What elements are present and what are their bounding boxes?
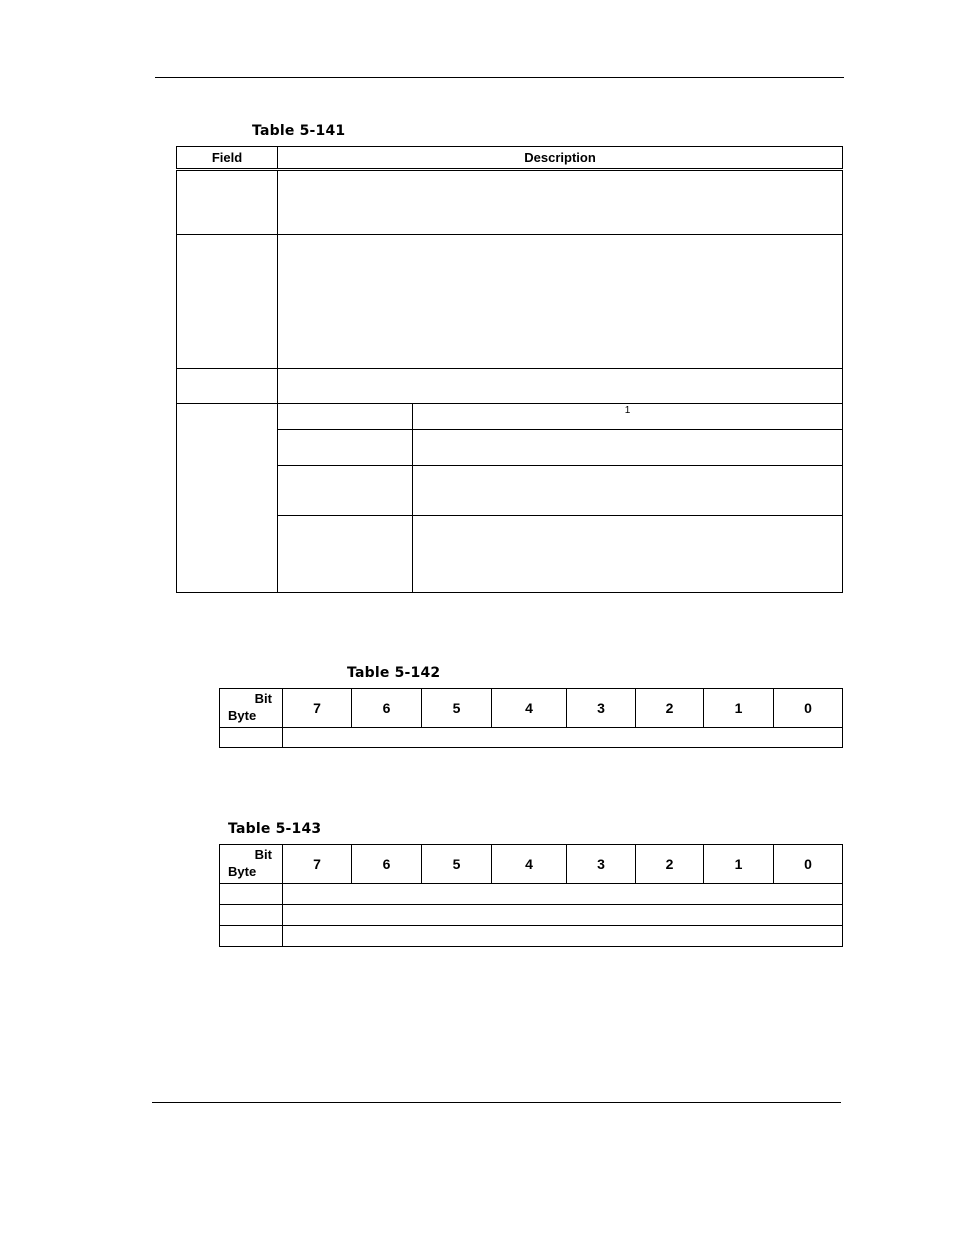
bit-header-5: 5	[422, 689, 492, 728]
field-cell	[177, 170, 278, 235]
bit-header-1: 1	[704, 689, 774, 728]
byte-content-cell	[283, 884, 843, 905]
value-description-cell	[413, 516, 843, 593]
value-description-cell	[413, 404, 843, 430]
bit-header-0: 0	[774, 689, 843, 728]
table-141-caption: Table 5-141	[252, 123, 346, 139]
value-cell	[278, 466, 413, 516]
bit-header-2: 2	[636, 845, 704, 884]
byte-row	[220, 926, 843, 947]
bit-header-5: 5	[422, 845, 492, 884]
field-cell	[177, 235, 278, 369]
header-rule	[155, 77, 844, 78]
table-row	[177, 170, 843, 235]
bit-header-7: 7	[283, 689, 352, 728]
bit-header-4: 4	[492, 689, 567, 728]
footer-rule	[152, 1102, 841, 1103]
table-row	[177, 235, 843, 369]
byte-content-cell	[283, 926, 843, 947]
table-143	[219, 844, 843, 947]
byte-number-cell	[220, 926, 283, 947]
bit-header-3: 3	[567, 689, 636, 728]
bit-header-0: 0	[774, 845, 843, 884]
byte-number-cell	[220, 728, 283, 748]
byte-content-cell	[283, 905, 843, 926]
bit-header-1: 1	[704, 845, 774, 884]
description-cell	[278, 170, 843, 235]
bit-header-3: 3	[567, 845, 636, 884]
table-row	[177, 369, 843, 404]
bit-label: Bit	[254, 847, 272, 862]
table-143-caption: Table 5-143	[228, 821, 322, 837]
bit-header-6: 6	[352, 689, 422, 728]
field-column-header: Field	[177, 147, 278, 170]
table-141	[176, 146, 843, 593]
value-description-cell	[413, 466, 843, 516]
byte-number-cell	[220, 905, 283, 926]
value-cell	[278, 430, 413, 466]
byte-row	[220, 884, 843, 905]
footnote-marker: 1	[624, 405, 631, 416]
byte-label: Byte	[228, 864, 257, 879]
byte-content-cell	[283, 728, 843, 748]
bit-header-7: 7	[283, 845, 352, 884]
bit-label: Bit	[254, 691, 272, 706]
bit-header-row	[220, 845, 843, 884]
table-142	[219, 688, 843, 748]
table-row	[177, 404, 843, 430]
bit-header-2: 2	[636, 689, 704, 728]
byte-row	[220, 905, 843, 926]
bit-byte-header-cell	[220, 845, 283, 884]
description-column-header: Description	[278, 147, 843, 170]
byte-number-cell	[220, 884, 283, 905]
bit-header-4: 4	[492, 845, 567, 884]
field-cell	[177, 404, 278, 593]
byte-row	[220, 728, 843, 748]
bit-header-row	[220, 689, 843, 728]
bit-header-6: 6	[352, 845, 422, 884]
field-cell	[177, 369, 278, 404]
value-description-cell	[413, 430, 843, 466]
bit-byte-header-cell	[220, 689, 283, 728]
byte-label: Byte	[228, 708, 257, 723]
table-142-caption: Table 5-142	[347, 665, 441, 681]
value-cell	[278, 404, 413, 430]
description-cell	[278, 235, 843, 369]
value-cell	[278, 516, 413, 593]
description-cell	[278, 369, 843, 404]
